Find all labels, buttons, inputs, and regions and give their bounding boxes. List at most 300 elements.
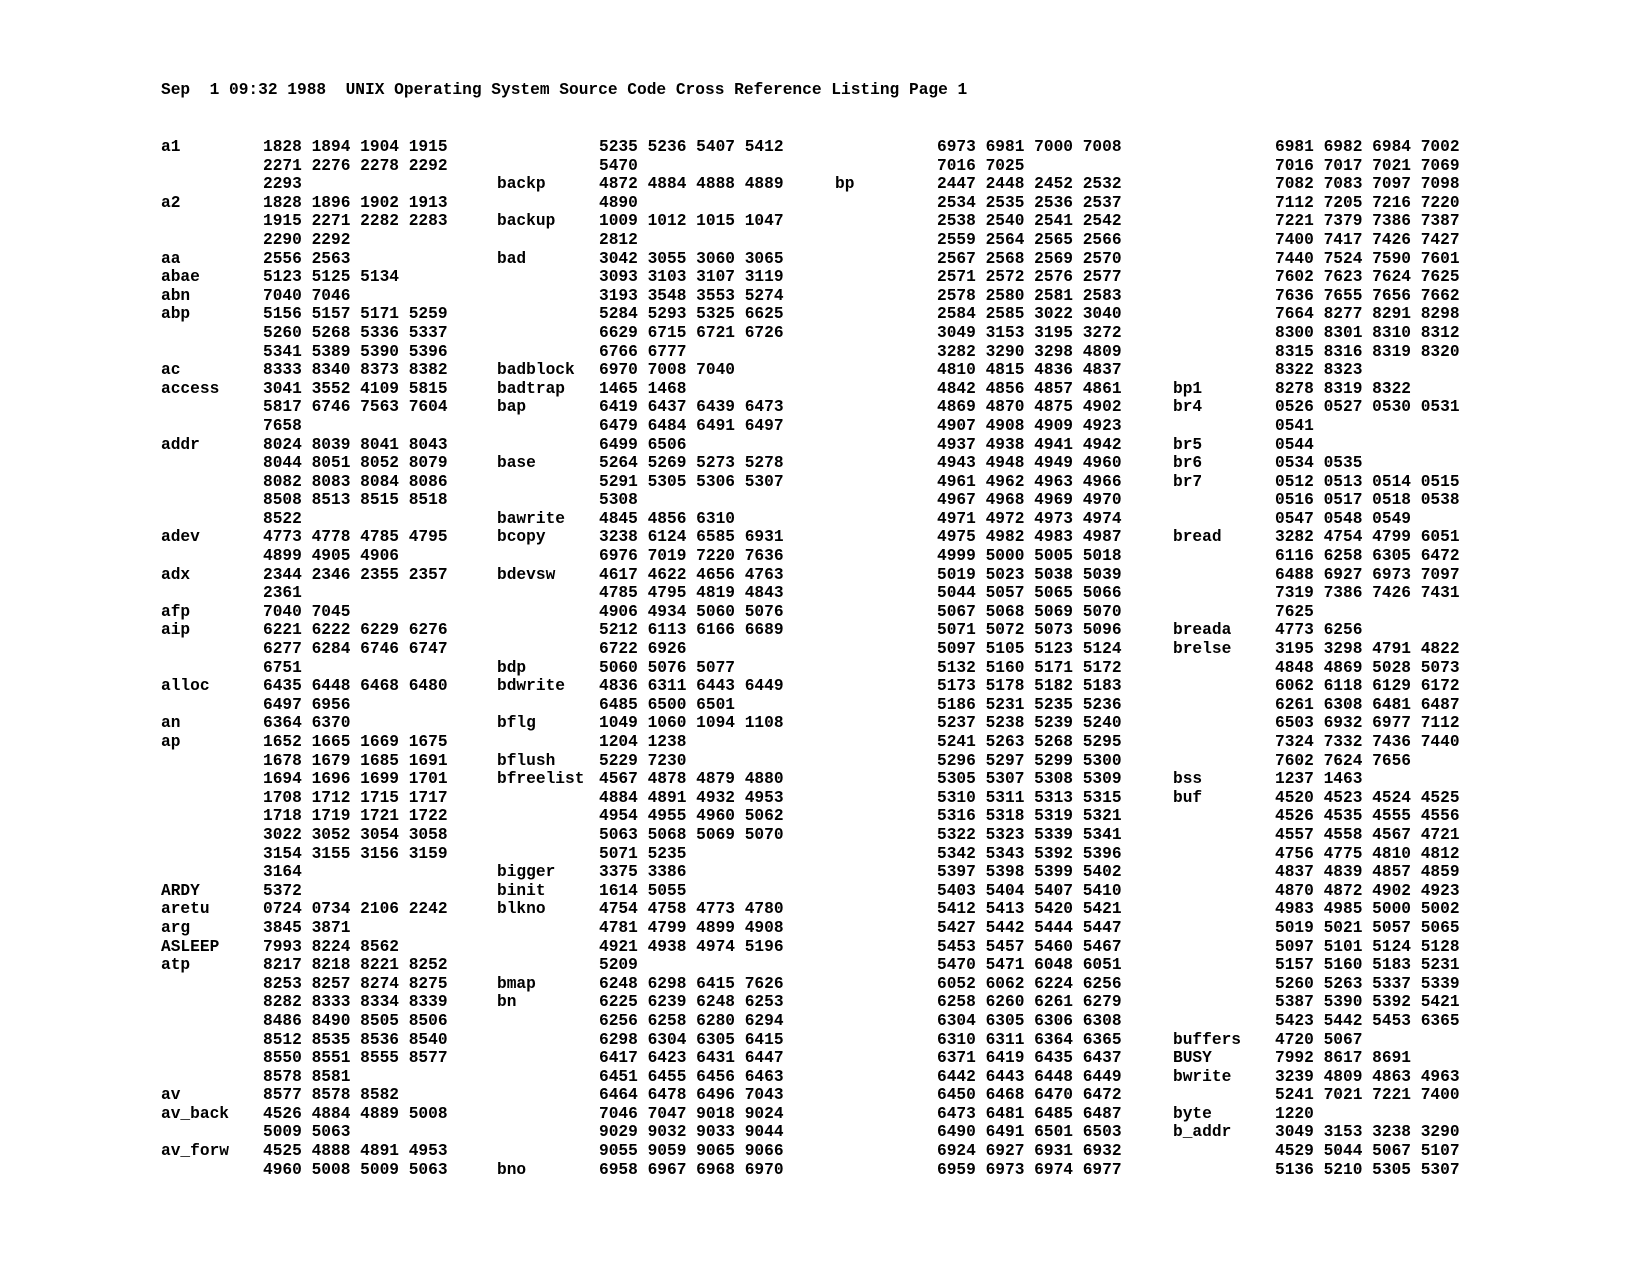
line-references: 6464 6478 6496 7043	[599, 1086, 784, 1105]
line-references: 7625	[1275, 602, 1314, 621]
symbol-name: bwrite	[1173, 1067, 1232, 1086]
line-references: 2812	[599, 230, 638, 249]
symbol-name: aa	[161, 249, 181, 268]
line-references: 6490 6491 6501 6503	[937, 1123, 1122, 1142]
line-references: 4557 4558 4567 4721	[1275, 825, 1460, 844]
symbol-name: bap	[497, 398, 527, 417]
xref-entry	[1173, 528, 1573, 547]
line-references: 8024 8039 8041 8043	[263, 435, 448, 454]
symbol-name: ac	[161, 361, 181, 380]
xref-entry	[1173, 398, 1573, 417]
xref-entry	[1173, 938, 1573, 957]
line-references: 7993 8224 8562	[263, 937, 399, 956]
xref-entry	[1173, 752, 1573, 771]
line-references: 6417 6423 6431 6447	[599, 1049, 784, 1068]
line-references: 7082 7083 7097 7098	[1275, 175, 1460, 194]
line-references: 6959 6973 6974 6977	[937, 1160, 1122, 1179]
symbol-name: br4	[1173, 398, 1203, 417]
line-references: 6304 6305 6306 6308	[937, 1011, 1122, 1030]
xref-entry	[1173, 305, 1573, 324]
line-references: 4720 5067	[1275, 1030, 1363, 1049]
xref-entry	[1173, 324, 1573, 343]
xref-entry	[1173, 212, 1573, 231]
xref-entry	[1173, 157, 1573, 176]
symbol-name: bno	[497, 1160, 527, 1179]
line-references: 1614 5055	[599, 881, 687, 900]
line-references: 6248 6298 6415 7626	[599, 974, 784, 993]
line-references: 4526 4535 4555 4556	[1275, 807, 1460, 826]
line-references: 2567 2568 2569 2570	[937, 249, 1122, 268]
line-references: 1465 1468	[599, 379, 687, 398]
xref-entry	[1173, 696, 1573, 715]
xref-column-4	[1173, 138, 1573, 1179]
xref-entry	[1173, 640, 1573, 659]
line-references: 5157 5160 5183 5231	[1275, 956, 1460, 975]
line-references: 0526 0527 0530 0531	[1275, 398, 1460, 417]
line-references: 5044 5057 5065 5066	[937, 584, 1122, 603]
symbol-name: bflg	[497, 714, 536, 733]
line-references: 1237 1463	[1275, 770, 1363, 789]
line-references: 5235 5236 5407 5412	[599, 138, 784, 156]
line-references: 8522	[263, 509, 302, 528]
line-references: 8082 8083 8084 8086	[263, 472, 448, 491]
line-references: 6479 6484 6491 6497	[599, 416, 784, 435]
line-references: 4526 4884 4889 5008	[263, 1104, 448, 1123]
symbol-name: bigger	[497, 863, 556, 882]
xref-entry	[1173, 268, 1573, 287]
line-references: 5009 5063	[263, 1123, 351, 1142]
line-references: 5067 5068 5069 5070	[937, 602, 1122, 621]
symbol-name: badtrap	[497, 379, 565, 398]
xref-entry	[1173, 417, 1573, 436]
symbol-name: bss	[1173, 770, 1203, 789]
xref-entry	[1173, 250, 1573, 269]
line-references: 7112 7205 7216 7220	[1275, 193, 1460, 212]
xref-entry	[1173, 919, 1573, 938]
symbol-name: BUSY	[1173, 1049, 1212, 1068]
line-references: 8315 8316 8319 8320	[1275, 342, 1460, 361]
line-references: 4975 4982 4983 4987	[937, 528, 1122, 547]
line-references: 5060 5076 5077	[599, 658, 735, 677]
line-references: 1678 1679 1685 1691	[263, 751, 448, 770]
line-references: 3195 3298 4791 4822	[1275, 640, 1460, 659]
xref-entry	[1173, 807, 1573, 826]
line-references: 2584 2585 3022 3040	[937, 305, 1122, 324]
line-references: 4837 4839 4857 4859	[1275, 863, 1460, 882]
line-references: 0534 0535	[1275, 454, 1363, 473]
symbol-name: b_addr	[1173, 1123, 1232, 1142]
line-references: 5817 6746 7563 7604	[263, 398, 448, 417]
xref-entry	[1173, 1123, 1573, 1142]
xref-entry	[1173, 436, 1573, 455]
xref-entry	[1173, 900, 1573, 919]
line-references: 7400 7417 7426 7427	[1275, 230, 1460, 249]
line-references: 6258 6260 6261 6279	[937, 993, 1122, 1012]
xref-entry	[1173, 491, 1573, 510]
line-references: 4906 4934 5060 5076	[599, 602, 784, 621]
line-references: 7046 7047 9018 9024	[599, 1104, 784, 1123]
line-references: 4971 4972 4973 4974	[937, 509, 1122, 528]
line-references: 5291 5305 5306 5307	[599, 472, 784, 491]
symbol-name: blkno	[497, 900, 546, 919]
line-references: 4754 4758 4773 4780	[599, 900, 784, 919]
line-references: 2290 2292	[263, 230, 351, 249]
xref-entry	[1173, 733, 1573, 752]
line-references: 6298 6304 6305 6415	[599, 1030, 784, 1049]
symbol-name: breada	[1173, 621, 1232, 640]
line-references: 5156 5157 5171 5259	[263, 305, 448, 324]
line-references: 8282 8333 8334 8339	[263, 993, 448, 1012]
line-references: 1915 2271 2282 2283	[263, 212, 448, 231]
line-references: 7602 7623 7624 7625	[1275, 268, 1460, 287]
line-references: 3282 4754 4799 6051	[1275, 528, 1460, 547]
line-references: 6485 6500 6501	[599, 695, 735, 714]
symbol-name: access	[161, 379, 220, 398]
line-references: 6256 6258 6280 6294	[599, 1011, 784, 1030]
line-references: 6225 6239 6248 6253	[599, 993, 784, 1012]
line-references: 4921 4938 4974 5196	[599, 937, 784, 956]
line-references: 8486 8490 8505 8506	[263, 1011, 448, 1030]
line-references: 5387 5390 5392 5421	[1275, 993, 1460, 1012]
symbol-name: alloc	[161, 677, 210, 696]
xref-entry	[1173, 361, 1573, 380]
line-references: 4845 4856 6310	[599, 509, 735, 528]
symbol-name: av	[161, 1086, 181, 1105]
line-references: 2538 2540 2541 2542	[937, 212, 1122, 231]
line-references: 5372	[263, 881, 302, 900]
line-references: 5341 5389 5390 5396	[263, 342, 448, 361]
line-references: 4567 4878 4879 4880	[599, 770, 784, 789]
xref-entry	[1173, 175, 1573, 194]
line-references: 5237 5238 5239 5240	[937, 714, 1122, 733]
line-references: 3042 3055 3060 3065	[599, 249, 784, 268]
line-references: 8512 8535 8536 8540	[263, 1030, 448, 1049]
line-references: 5284 5293 5325 6625	[599, 305, 784, 324]
line-references: 0541	[1275, 416, 1314, 435]
line-references: 4960 5008 5009 5063	[263, 1160, 448, 1179]
line-references: 3282 3290 3298 4809	[937, 342, 1122, 361]
line-references: 4954 4955 4960 5062	[599, 807, 784, 826]
symbol-name: abp	[161, 305, 191, 324]
line-references: 4525 4888 4891 4953	[263, 1142, 448, 1161]
line-references: 6419 6437 6439 6473	[599, 398, 784, 417]
line-references: 6981 6982 6984 7002	[1275, 138, 1460, 156]
line-references: 5212 6113 6166 6689	[599, 621, 784, 640]
symbol-name: av_back	[161, 1104, 229, 1123]
line-references: 1828 1894 1904 1915	[263, 138, 448, 156]
line-references: 5470	[599, 156, 638, 175]
line-references: 6052 6062 6224 6256	[937, 974, 1122, 993]
line-references: 3093 3103 3107 3119	[599, 268, 784, 287]
symbol-name: adev	[161, 528, 200, 547]
line-references: 8508 8513 8515 8518	[263, 491, 448, 510]
xref-entry	[1173, 659, 1573, 678]
xref-entry	[1173, 584, 1573, 603]
line-references: 1708 1712 1715 1717	[263, 788, 448, 807]
line-references: 2361	[263, 584, 302, 603]
line-references: 3239 4809 4863 4963	[1275, 1067, 1460, 1086]
line-references: 5019 5023 5038 5039	[937, 565, 1122, 584]
symbol-name: bp1	[1173, 379, 1203, 398]
line-references: 7016 7025	[937, 156, 1025, 175]
xref-entry	[1173, 1012, 1573, 1031]
symbol-name: bread	[1173, 528, 1222, 547]
line-references: 6442 6443 6448 6449	[937, 1067, 1122, 1086]
page-header: Sep 1 09:32 1988 UNIX Operating System Source Code Cross Reference Listing Page 1	[161, 81, 968, 99]
line-references: 6221 6222 6229 6276	[263, 621, 448, 640]
symbol-name: binit	[497, 881, 546, 900]
symbol-name: abn	[161, 286, 191, 305]
line-references: 4937 4938 4941 4942	[937, 435, 1122, 454]
line-references: 5019 5021 5057 5065	[1275, 918, 1460, 937]
symbol-name: bdevsw	[497, 565, 556, 584]
line-references: 5097 5105 5123 5124	[937, 640, 1122, 659]
symbol-name: aretu	[161, 900, 210, 919]
line-references: 5403 5404 5407 5410	[937, 881, 1122, 900]
line-references: 6062 6118 6129 6172	[1275, 677, 1460, 696]
line-references: 5453 5457 5460 5467	[937, 937, 1122, 956]
line-references: 6751	[263, 658, 302, 677]
xref-entry	[1173, 138, 1573, 157]
line-references: 6277 6284 6746 6747	[263, 640, 448, 659]
line-references: 7658	[263, 416, 302, 435]
xref-entry	[1173, 1105, 1573, 1124]
line-references: 3154 3155 3156 3159	[263, 844, 448, 863]
symbol-name: arg	[161, 918, 191, 937]
line-references: 5071 5235	[599, 844, 687, 863]
line-references: 9055 9059 9065 9066	[599, 1142, 784, 1161]
line-references: 4890	[599, 193, 638, 212]
xref-entry	[1173, 1086, 1573, 1105]
symbol-name: bp	[835, 175, 855, 194]
xref-entry	[1173, 510, 1573, 529]
line-references: 5071 5072 5073 5096	[937, 621, 1122, 640]
line-references: 8322 8323	[1275, 361, 1363, 380]
symbol-name: bcopy	[497, 528, 546, 547]
line-references: 5427 5442 5444 5447	[937, 918, 1122, 937]
line-references: 5241 5263 5268 5295	[937, 733, 1122, 751]
xref-entry	[1173, 993, 1573, 1012]
line-references: 4520 4523 4524 4525	[1275, 788, 1460, 807]
line-references: 6722 6926	[599, 640, 687, 659]
line-references: 5186 5231 5235 5236	[937, 695, 1122, 714]
xref-entry	[1173, 956, 1573, 975]
line-references: 1049 1060 1094 1108	[599, 714, 784, 733]
line-references: 1220	[1275, 1104, 1314, 1123]
xref-entry	[1173, 454, 1573, 473]
line-references: 8044 8051 8052 8079	[263, 454, 448, 473]
xref-entry	[1173, 343, 1573, 362]
symbol-name: buffers	[1173, 1030, 1241, 1049]
symbol-name: byte	[1173, 1104, 1212, 1123]
line-references: 6371 6419 6435 6437	[937, 1049, 1122, 1068]
xref-entry	[1173, 1161, 1573, 1180]
line-references: 5264 5269 5273 5278	[599, 454, 784, 473]
line-references: 2534 2535 2536 2537	[937, 193, 1122, 212]
line-references: 6973 6981 7000 7008	[937, 138, 1122, 156]
line-references: 5305 5307 5308 5309	[937, 770, 1122, 789]
symbol-name: br7	[1173, 472, 1203, 491]
line-references: 3049 3153 3195 3272	[937, 323, 1122, 342]
symbol-name: br5	[1173, 435, 1203, 454]
line-references: 5296 5297 5299 5300	[937, 751, 1122, 770]
line-references: 3845 3871	[263, 918, 351, 937]
xref-entry	[1173, 770, 1573, 789]
line-references: 4872 4884 4888 4889	[599, 175, 784, 194]
line-references: 4781 4799 4899 4908	[599, 918, 784, 937]
line-references: 3041 3552 4109 5815	[263, 379, 448, 398]
line-references: 0516 0517 0518 0538	[1275, 491, 1460, 510]
xref-entry	[1173, 566, 1573, 585]
line-references: 0547 0548 0549	[1275, 509, 1411, 528]
line-references: 6503 6932 6977 7112	[1275, 714, 1460, 733]
line-references: 3238 6124 6585 6931	[599, 528, 784, 547]
xref-entry	[1173, 845, 1573, 864]
line-references: 4961 4962 4963 4966	[937, 472, 1122, 491]
line-references: 6976 7019 7220 7636	[599, 547, 784, 566]
line-references: 7319 7386 7426 7431	[1275, 584, 1460, 603]
symbol-name: brelse	[1173, 640, 1232, 659]
line-references: 5097 5101 5124 5128	[1275, 937, 1460, 956]
line-references: 4529 5044 5067 5107	[1275, 1142, 1460, 1161]
line-references: 5229 7230	[599, 751, 687, 770]
xref-entry	[1173, 1031, 1573, 1050]
line-references: 3164	[263, 863, 302, 882]
xref-entry	[1173, 714, 1573, 733]
line-references: 1828 1896 1902 1913	[263, 193, 448, 212]
line-references: 4870 4872 4902 4923	[1275, 881, 1460, 900]
symbol-name: bad	[497, 249, 527, 268]
line-references: 8333 8340 8373 8382	[263, 361, 448, 380]
line-references: 6499 6506	[599, 435, 687, 454]
line-references: 0512 0513 0514 0515	[1275, 472, 1460, 491]
line-references: 4869 4870 4875 4902	[937, 398, 1122, 417]
line-references: 1718 1719 1721 1722	[263, 807, 448, 826]
symbol-name: bdp	[497, 658, 527, 677]
line-references: 4773 6256	[1275, 621, 1363, 640]
line-references: 7324 7332 7436 7440	[1275, 733, 1460, 751]
line-references: 5241 7021 7221 7400	[1275, 1086, 1460, 1105]
line-references: 4848 4869 5028 5073	[1275, 658, 1460, 677]
symbol-name: bdwrite	[497, 677, 565, 696]
xref-entry	[1173, 826, 1573, 845]
line-references: 1009 1012 1015 1047	[599, 212, 784, 231]
symbol-name: afp	[161, 602, 191, 621]
line-references: 6970 7008 7040	[599, 361, 735, 380]
symbol-name: a1	[161, 138, 181, 156]
symbol-name: backup	[497, 212, 556, 231]
symbol-name: bawrite	[497, 509, 565, 528]
xref-entry	[1173, 547, 1573, 566]
xref-entry	[1173, 789, 1573, 808]
symbol-name: base	[497, 454, 536, 473]
symbol-name: av_forw	[161, 1142, 229, 1161]
line-references: 4983 4985 5000 5002	[1275, 900, 1460, 919]
line-references: 4785 4795 4819 4843	[599, 584, 784, 603]
line-references: 4617 4622 4656 4763	[599, 565, 784, 584]
line-references: 4836 6311 6443 6449	[599, 677, 784, 696]
line-references: 2571 2572 2576 2577	[937, 268, 1122, 287]
line-references: 4756 4775 4810 4812	[1275, 844, 1460, 863]
symbol-name: backp	[497, 175, 546, 194]
line-references: 3022 3052 3054 3058	[263, 825, 448, 844]
symbol-name: atp	[161, 956, 191, 975]
xref-entry	[1173, 975, 1573, 994]
line-references: 8278 8319 8322	[1275, 379, 1411, 398]
symbol-name: br6	[1173, 454, 1203, 473]
line-references: 5470 5471 6048 6051	[937, 956, 1122, 975]
xref-entry	[1173, 194, 1573, 213]
xref-entry	[1173, 677, 1573, 696]
symbol-name: bmap	[497, 974, 536, 993]
symbol-name: bfreelist	[497, 770, 585, 789]
line-references: 5209	[599, 956, 638, 975]
xref-entry	[1173, 231, 1573, 250]
line-references: 2447 2448 2452 2532	[937, 175, 1122, 194]
line-references: 8217 8218 8221 8252	[263, 956, 448, 975]
line-references: 6488 6927 6973 7097	[1275, 565, 1460, 584]
line-references: 4967 4968 4969 4970	[937, 491, 1122, 510]
line-references: 3375 3386	[599, 863, 687, 882]
line-references: 6261 6308 6481 6487	[1275, 695, 1460, 714]
line-references: 7440 7524 7590 7601	[1275, 249, 1460, 268]
line-references: 4907 4908 4909 4923	[937, 416, 1122, 435]
line-references: 5173 5178 5182 5183	[937, 677, 1122, 696]
line-references: 2578 2580 2581 2583	[937, 286, 1122, 305]
xref-entry	[1173, 863, 1573, 882]
line-references: 5322 5323 5339 5341	[937, 825, 1122, 844]
line-references: 6766 6777	[599, 342, 687, 361]
line-references: 0544	[1275, 435, 1314, 454]
line-references: 5310 5311 5313 5315	[937, 788, 1122, 807]
line-references: 6629 6715 6721 6726	[599, 323, 784, 342]
line-references: 4943 4948 4949 4960	[937, 454, 1122, 473]
xref-entry	[1173, 882, 1573, 901]
line-references: 5123 5125 5134	[263, 268, 399, 287]
line-references: 5260 5268 5336 5337	[263, 323, 448, 342]
line-references: 7221 7379 7386 7387	[1275, 212, 1460, 231]
line-references: 6450 6468 6470 6472	[937, 1086, 1122, 1105]
line-references: 1694 1696 1699 1701	[263, 770, 448, 789]
symbol-name: a2	[161, 193, 181, 212]
line-references: 2559 2564 2565 2566	[937, 230, 1122, 249]
line-references: 6364 6370	[263, 714, 351, 733]
symbol-name: aip	[161, 621, 191, 640]
line-references: 6473 6481 6485 6487	[937, 1104, 1122, 1123]
line-references: 1204 1238	[599, 733, 687, 751]
symbol-name: addr	[161, 435, 200, 454]
line-references: 4899 4905 4906	[263, 547, 399, 566]
line-references: 5342 5343 5392 5396	[937, 844, 1122, 863]
symbol-name: ASLEEP	[161, 937, 220, 956]
line-references: 7992 8617 8691	[1275, 1049, 1411, 1068]
line-references: 6924 6927 6931 6932	[937, 1142, 1122, 1161]
line-references: 8253 8257 8274 8275	[263, 974, 448, 993]
line-references: 4842 4856 4857 4861	[937, 379, 1122, 398]
symbol-name: bflush	[497, 751, 556, 770]
symbol-name: bn	[497, 993, 517, 1012]
line-references: 6958 6967 6968 6970	[599, 1160, 784, 1179]
line-references: 5412 5413 5420 5421	[937, 900, 1122, 919]
symbol-name: abae	[161, 268, 200, 287]
line-references: 4999 5000 5005 5018	[937, 547, 1122, 566]
xref-entry	[1173, 603, 1573, 622]
line-references: 8578 8581	[263, 1067, 351, 1086]
line-references: 3193 3548 3553 5274	[599, 286, 784, 305]
xref-entry	[1173, 1049, 1573, 1068]
line-references: 5260 5263 5337 5339	[1275, 974, 1460, 993]
line-references: 1652 1665 1669 1675	[263, 733, 448, 751]
